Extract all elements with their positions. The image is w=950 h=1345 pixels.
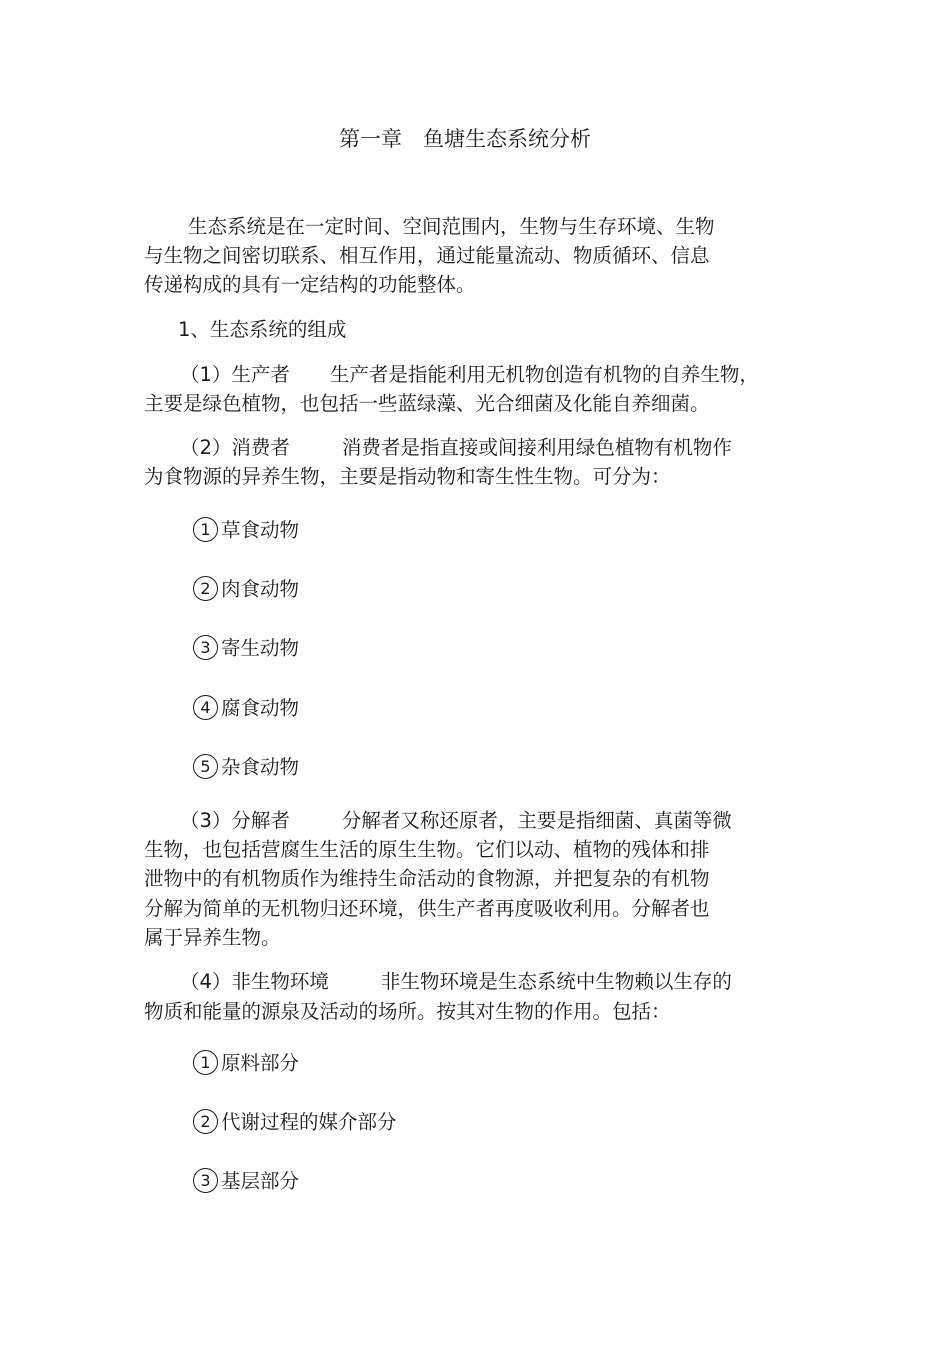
abiotic-line-1: 非生物环境是生态系统中生物赖以生存的 xyxy=(380,970,732,993)
decomposer-line-2: 生物，也包括营腐生生活的原生生物。它们以动、植物的残体和排 xyxy=(144,838,710,861)
decomposer-label: （3）分解者 xyxy=(180,809,290,832)
decomposer-line-1: 分解者又称还原者，主要是指细菌、真菌等微 xyxy=(341,809,732,832)
intro-line-3: 传递构成的具有一定结构的功能整体。 xyxy=(144,273,476,296)
circled-number: 5 xyxy=(193,754,218,779)
consumer-item xyxy=(193,757,299,779)
circled-number: 1 xyxy=(193,1050,218,1075)
consumer-item xyxy=(193,698,299,720)
abiotic-label: （4）非生物环境 xyxy=(180,970,329,993)
abiotic-item-text: 原料部分 xyxy=(221,1051,300,1075)
producer-paragraph xyxy=(180,365,759,385)
consumer-item-text: 腐食动物 xyxy=(221,696,300,720)
page-title: 第一章 鱼塘生态系统分析 xyxy=(339,127,591,151)
intro-line-2: 与生物之间密切联系、相互作用，通过能量流动、物质循环、信息 xyxy=(144,244,710,267)
abiotic-item xyxy=(193,1053,299,1075)
abiotic-paragraph xyxy=(180,972,732,992)
consumer-line-2: 为食物源的异养生物，主要是指动物和寄生性生物。可分为： xyxy=(144,465,671,488)
circled-number: 4 xyxy=(193,695,218,720)
consumer-item-text: 草食动物 xyxy=(221,518,300,542)
decomposer-line-3: 泄物中的有机物质作为维持生命活动的食物源，并把复杂的有机物 xyxy=(144,867,710,890)
circled-number: 2 xyxy=(193,576,218,601)
decomposer-paragraph xyxy=(180,811,732,831)
circled-number: 2 xyxy=(193,1109,218,1134)
abiotic-item xyxy=(193,1171,299,1193)
section-heading: 1、生态系统的组成 xyxy=(178,318,347,341)
intro-line-1: 生态系统是在一定时间、空间范围内，生物与生存环境、生物 xyxy=(188,215,715,238)
circled-number: 3 xyxy=(193,1168,218,1193)
consumer-item xyxy=(193,579,299,601)
consumer-paragraph xyxy=(180,438,732,458)
consumer-item-text: 寄生动物 xyxy=(221,636,300,660)
consumer-line-1: 消费者是指直接或间接利用绿色植物有机物作 xyxy=(341,436,732,459)
abiotic-item xyxy=(193,1112,397,1134)
consumer-item xyxy=(193,520,299,542)
decomposer-line-4: 分解为简单的无机物归还环境，供生产者再度吸收利用。分解者也 xyxy=(144,897,710,920)
consumer-item-text: 杂食动物 xyxy=(221,755,300,779)
decomposer-line-5: 属于异养生物。 xyxy=(144,926,281,949)
abiotic-item-text: 代谢过程的媒介部分 xyxy=(221,1110,397,1134)
producer-label: （1）生产者 xyxy=(180,363,290,386)
consumer-item xyxy=(193,638,299,660)
circled-number: 1 xyxy=(193,517,218,542)
producer-line-2: 主要是绿色植物，也包括一些蓝绿藻、光合细菌及化能自养细菌。 xyxy=(144,392,710,415)
consumer-item-text: 肉食动物 xyxy=(221,577,300,601)
circled-number: 3 xyxy=(193,635,218,660)
abiotic-item-text: 基层部分 xyxy=(221,1169,300,1193)
abiotic-line-2: 物质和能量的源泉及活动的场所。按其对生物的作用。包括： xyxy=(144,1000,671,1023)
consumer-label: （2）消费者 xyxy=(180,436,290,459)
producer-line-1: 生产者是指能利用无机物创造有机物的自养生物， xyxy=(329,363,759,386)
